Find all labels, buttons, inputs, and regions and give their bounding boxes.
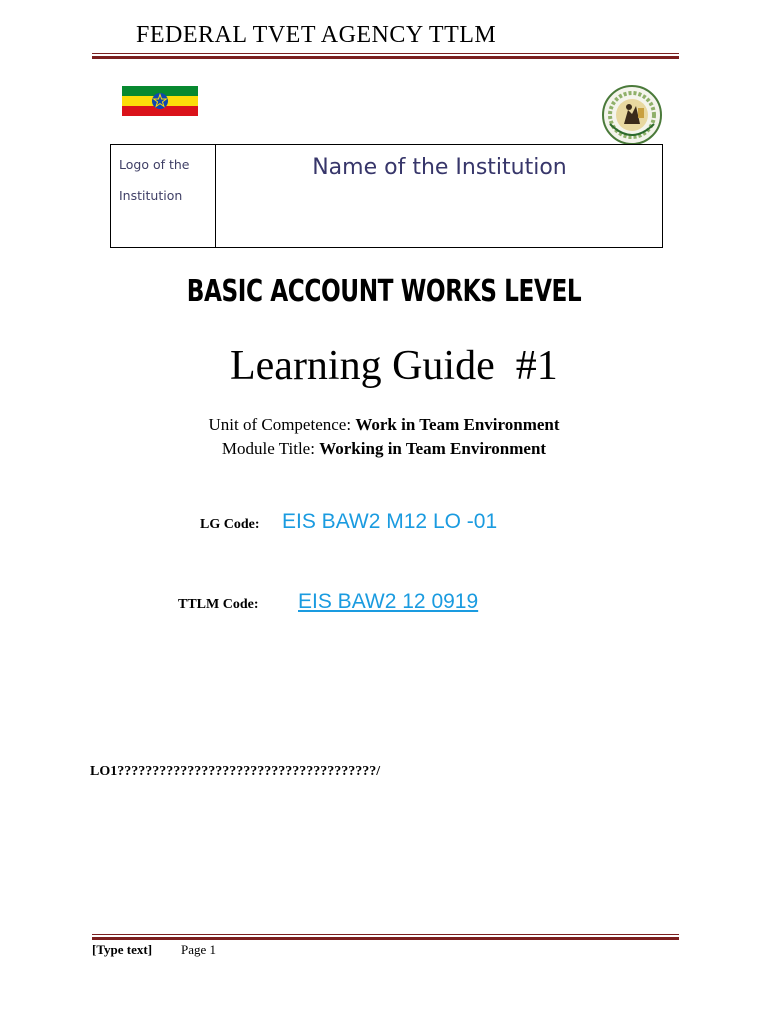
header-rule-top (92, 53, 679, 54)
footer-type-text-placeholder[interactable]: [Type text] (92, 942, 153, 957)
logo-label-line2: Institution (119, 188, 183, 203)
lg-code-label: LG Code: (200, 517, 260, 532)
ttlm-code-value[interactable]: EIS BAW2 12 0919 (298, 590, 479, 613)
header-rule-bottom (92, 56, 679, 59)
footer-rule-bottom (92, 937, 679, 940)
module-title-label: Module Title: (221, 439, 320, 458)
document-header-title: FEDERAL TVET AGENCY TTLM (136, 22, 497, 48)
module-title-line (0, 439, 768, 459)
module-title-value: Working in Team Environment (319, 439, 547, 458)
unit-of-competence-line (0, 415, 768, 435)
institution-info-box (110, 144, 663, 248)
ttlm-code-label: TTLM Code: (178, 597, 259, 612)
lg-code-value: EIS BAW2 M12 LO -01 (282, 510, 498, 533)
institution-logo-placeholder (119, 149, 211, 211)
course-title: BASIC ACCOUNT WORKS LEVEL (186, 274, 582, 309)
institution-name: Name of the Institution (312, 155, 567, 180)
unit-of-competence-label: Unit of Competence: (208, 415, 356, 434)
unit-of-competence-value: Work in Team Environment (355, 415, 560, 434)
ethiopia-flag-icon (122, 86, 198, 116)
learning-guide-title: Learning Guide #1 (230, 343, 558, 389)
learning-outcome-line: LO1?????????????????????????????????????/ (90, 764, 381, 779)
logo-label-line1: Logo of the (119, 157, 190, 172)
footer-page-number: Page 1 (181, 942, 217, 957)
agency-emblem-icon (600, 84, 664, 146)
footer-rule-top (92, 934, 679, 935)
